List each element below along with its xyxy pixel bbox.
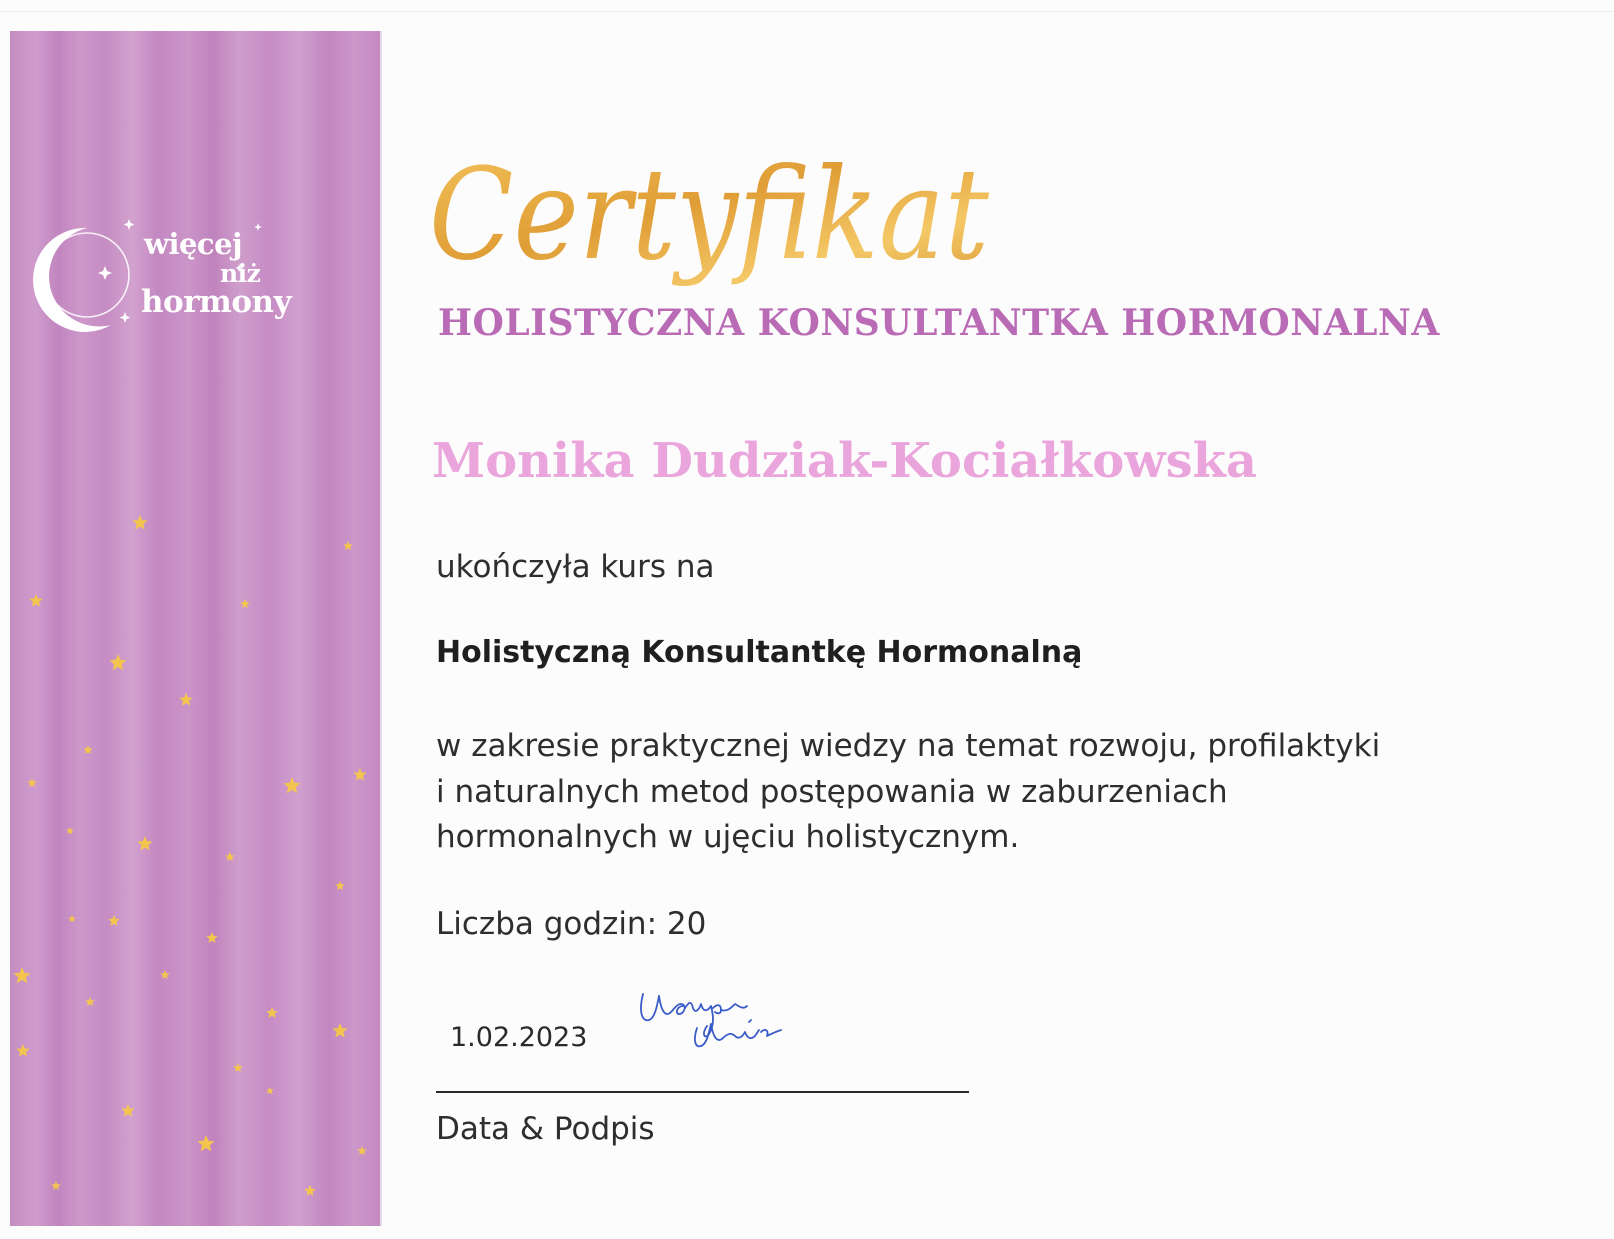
star-icon [108, 915, 119, 926]
star-icon [27, 778, 37, 787]
star-icon [83, 745, 93, 754]
star-icon [68, 915, 76, 922]
moon-icon [33, 228, 129, 332]
course-name: Holistyczną Konsultantkę Hormonalną [436, 635, 1083, 670]
star-icon [233, 1063, 243, 1072]
signature-line [436, 1091, 969, 1093]
star-icon [137, 836, 152, 851]
star-icon [357, 1146, 367, 1155]
program-heading: HOLISTYCZNA KONSULTANTKA HORMONALNA [438, 302, 1440, 344]
star-icon [16, 1044, 29, 1057]
star-icon [85, 997, 95, 1006]
hours-text: Liczba godzin: 20 [436, 906, 707, 942]
certificate-title-text: Certyfikat [429, 141, 990, 288]
star-icon [121, 1104, 134, 1117]
star-icon [197, 1135, 214, 1151]
star-icon [343, 541, 353, 550]
logo-line-1: więcej [144, 227, 243, 261]
top-divider [0, 11, 1614, 12]
scope-line-1: w zakresie praktycznej wiedzy na temat rozwoju, profilaktyki [436, 728, 1381, 764]
star-icon [51, 1181, 61, 1190]
star-icon [353, 768, 366, 781]
star-icon [66, 827, 74, 834]
scope-line-2: i naturalnych metod postępowania w zaburzeniach [436, 774, 1228, 810]
issue-date: 1.02.2023 [450, 1022, 588, 1053]
star-icon [266, 1087, 274, 1094]
star-icon [225, 852, 235, 861]
completed-text: ukończyła kurs na [436, 549, 715, 585]
star-pattern [10, 31, 380, 1226]
star-icon [240, 599, 250, 608]
star-icon [160, 970, 170, 979]
signature-caption: Data & Podpis [436, 1111, 655, 1147]
star-icon [335, 881, 345, 890]
logo-line-3: hormony [141, 284, 292, 320]
certificate-title [425, 98, 1005, 303]
star-icon [132, 515, 147, 530]
recipient-name: Monika Dudziak-Kociałkowska [432, 433, 1257, 489]
brand-logo [32, 215, 342, 350]
handwritten-signature [635, 982, 815, 1072]
decorative-side-panel [10, 31, 380, 1226]
star-icon [332, 1023, 347, 1038]
star-icon [13, 967, 30, 983]
star-icon [179, 693, 192, 706]
panel-edge-divider [380, 31, 382, 1226]
scope-line-3: hormonalnych w ujęciu holistycznym. [436, 819, 1020, 855]
star-icon [266, 1007, 277, 1018]
star-icon [206, 932, 217, 943]
star-icon [29, 594, 42, 607]
star-icon [304, 1185, 315, 1196]
star-icon [283, 777, 300, 793]
star-icon [109, 654, 126, 670]
logo-line-2: niż [220, 259, 261, 288]
